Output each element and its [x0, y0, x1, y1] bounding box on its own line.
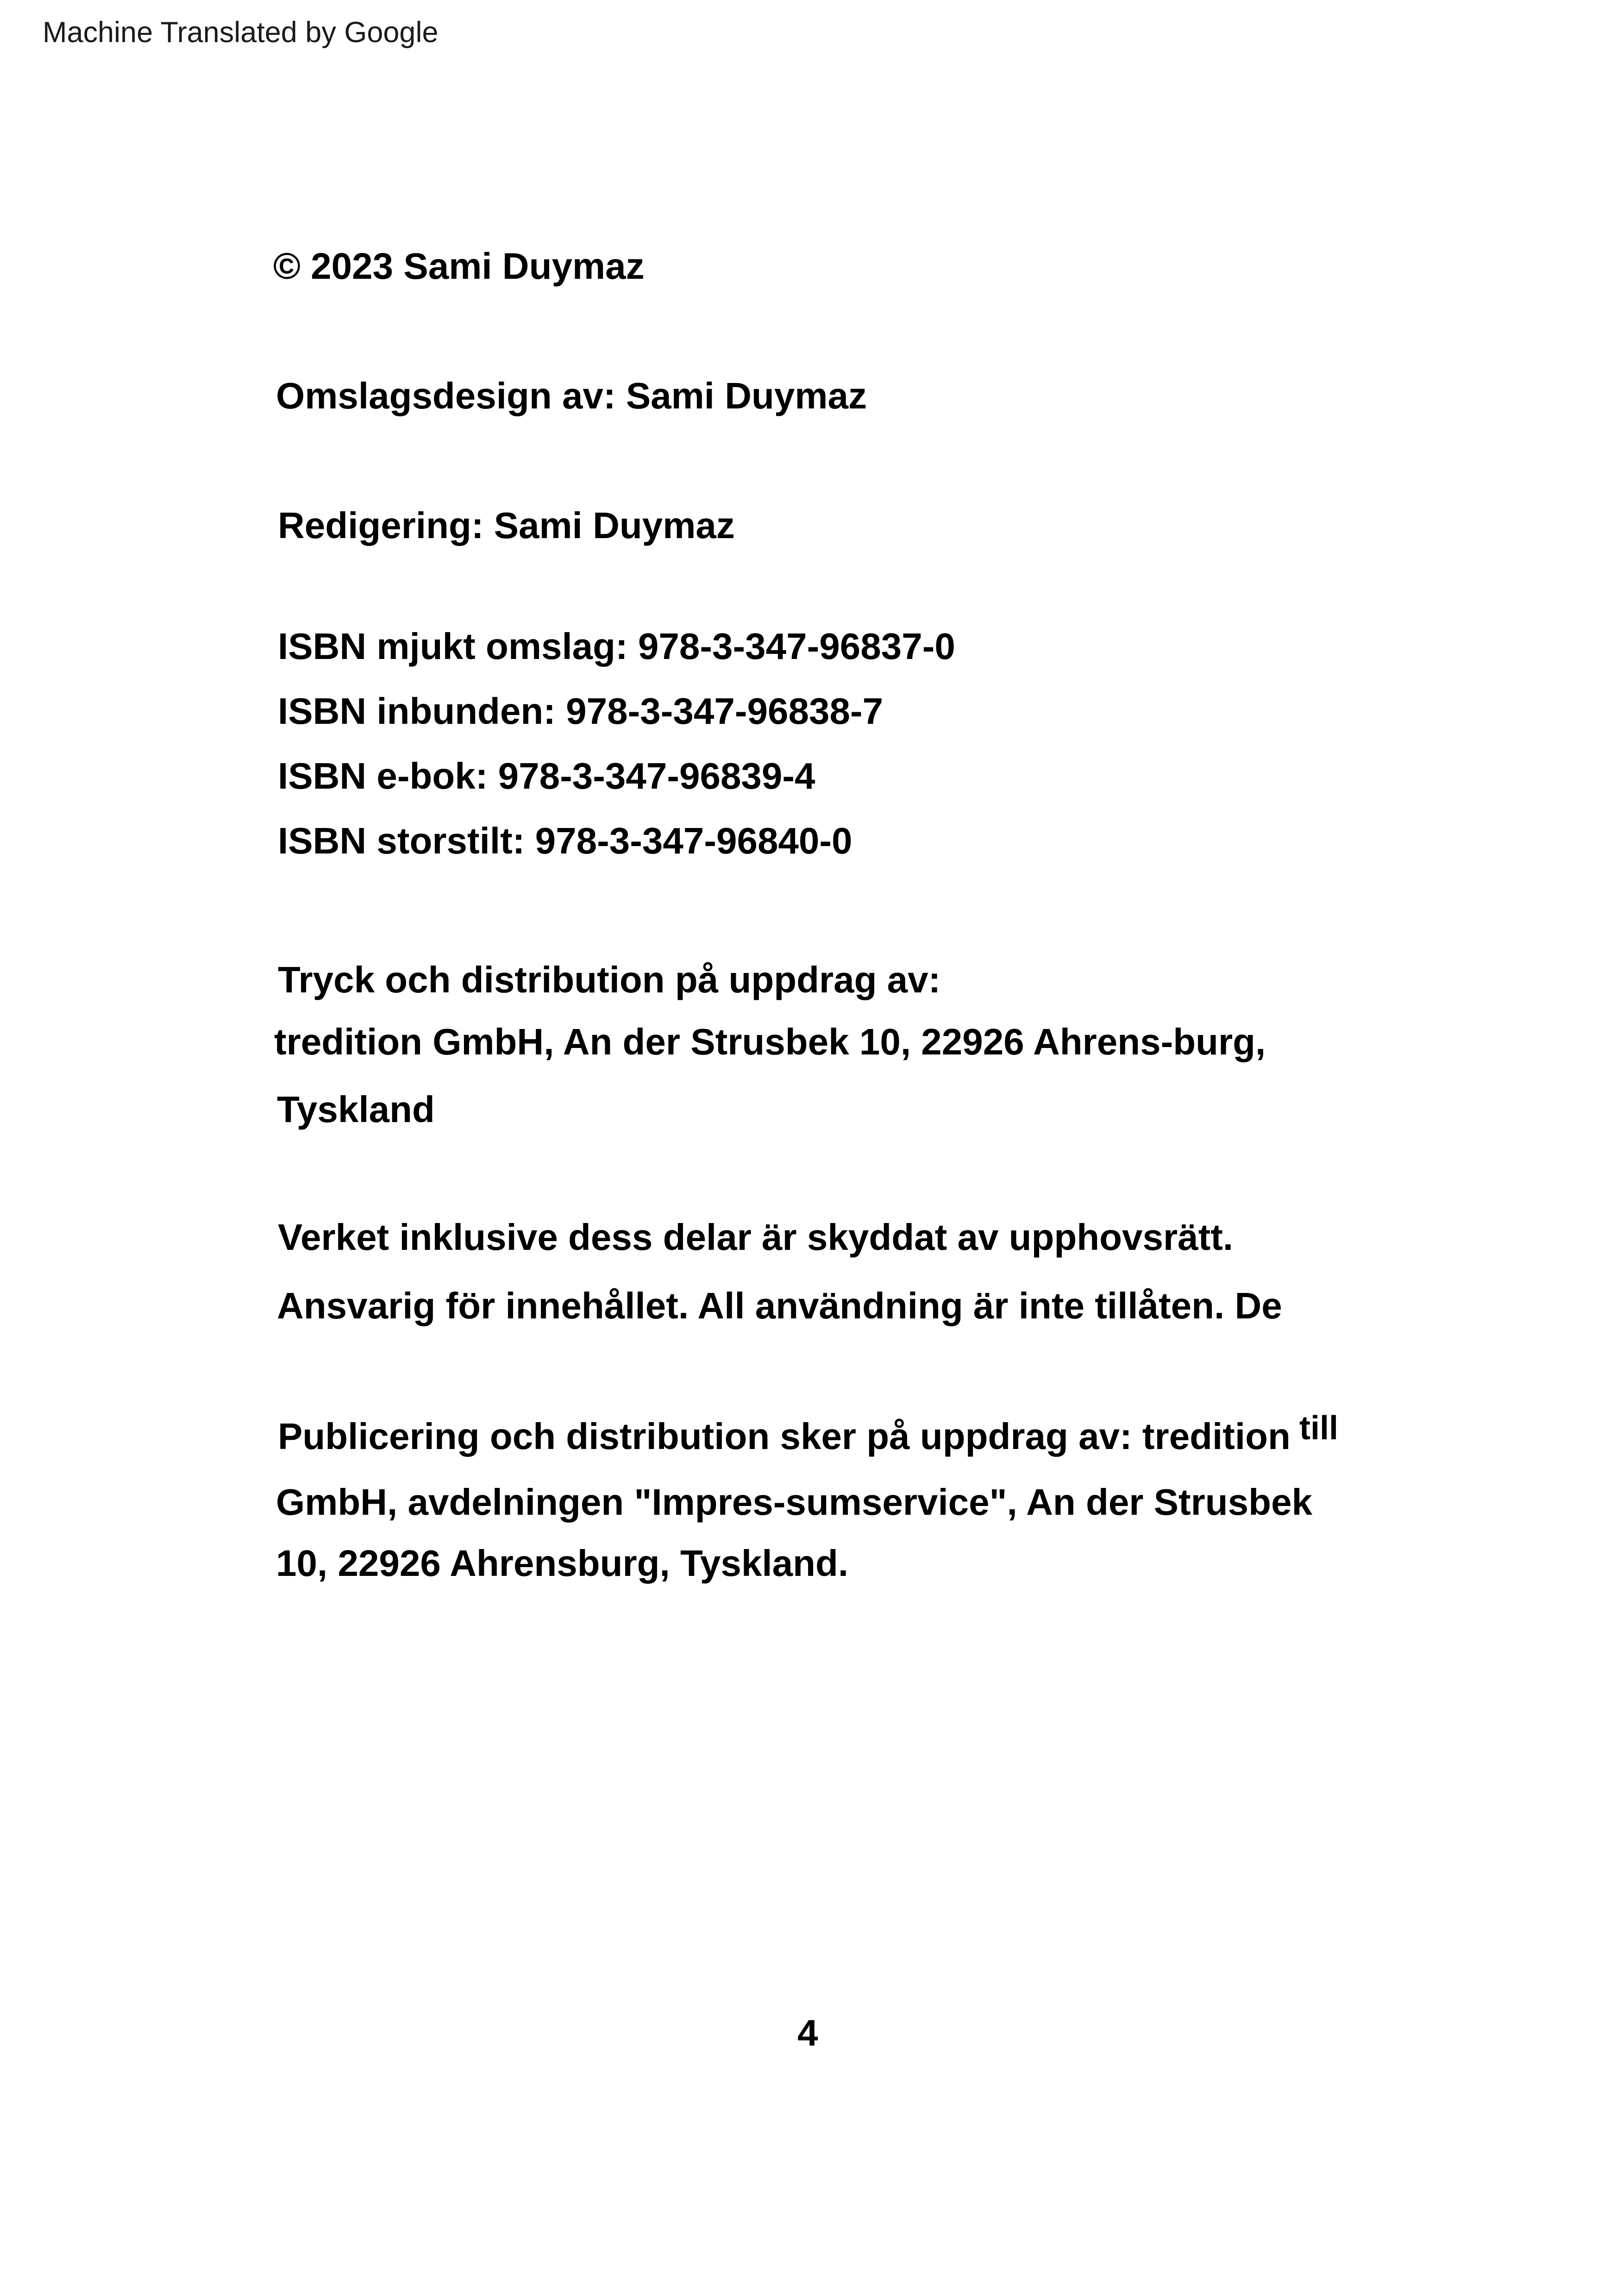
isbn-ebook: ISBN e-bok: 978-3-347-96839-4: [278, 755, 815, 797]
page-number: 4: [797, 2012, 818, 2053]
copyright-notice-line-2: Ansvarig för innehållet. All användning är inte tillåten. De: [277, 1285, 1282, 1326]
publishing-line-1: Publicering och distribution sker på uppdrag av: tredition: [278, 1416, 1291, 1457]
isbn-large-print: ISBN storstilt: 978-3-347-96840-0: [278, 820, 852, 861]
copyright-line: © 2023 Sami Duymaz: [273, 245, 645, 287]
publishing-line-1-extra: till: [1299, 1410, 1338, 1447]
printing-line-2: tredition GmbH, An der Strusbek 10, 22926 Ahrens-burg,: [274, 1021, 1266, 1062]
isbn-hardcover: ISBN inbunden: 978-3-347-96838-7: [278, 690, 884, 732]
copyright-notice-line-1: Verket inklusive dess delar är skyddat av upphovsrätt.: [278, 1217, 1234, 1258]
publishing-line-2: GmbH, avdelningen "Impres-sumservice", An der Strusbek: [276, 1481, 1313, 1523]
cover-design-line: Omslagsdesign av: Sami Duymaz: [276, 375, 867, 416]
publishing-line-3: 10, 22926 Ahrensburg, Tyskland.: [276, 1543, 849, 1584]
machine-translation-banner: Machine Translated by Google: [43, 16, 439, 49]
printing-line-3: Tyskland: [277, 1089, 435, 1130]
printing-line-1: Tryck och distribution på uppdrag av:: [278, 959, 941, 1000]
isbn-softcover: ISBN mjukt omslag: 978-3-347-96837-0: [278, 626, 955, 667]
editing-line: Redigering: Sami Duymaz: [278, 505, 735, 546]
